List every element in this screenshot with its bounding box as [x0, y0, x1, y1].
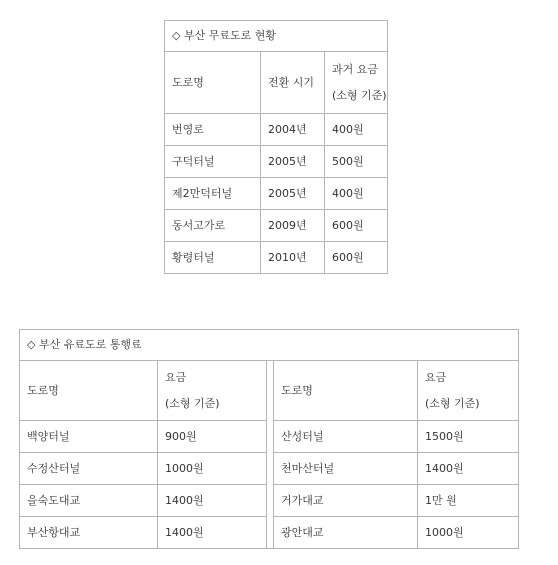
toll-roads-table [19, 329, 519, 549]
table-row [165, 242, 388, 274]
header-past-fee-line1: 과거 요금 [332, 62, 379, 76]
toll-fee-cell: 1만 원 [418, 485, 519, 517]
toll-fee-cell: 900원 [158, 421, 267, 453]
past-fee-cell: 400원 [325, 178, 388, 210]
header-fee-left-line2: (소형 기준) [165, 396, 220, 410]
conversion-year-cell: 2009년 [261, 210, 325, 242]
conversion-year-cell: 2010년 [261, 242, 325, 274]
conversion-year-cell: 2005년 [261, 146, 325, 178]
header-conversion-period: 전환 시기 [261, 52, 325, 114]
past-fee-cell: 400원 [325, 114, 388, 146]
table-row [165, 178, 388, 210]
past-fee-cell: 500원 [325, 146, 388, 178]
road-name-cell: 광안대교 [274, 517, 418, 549]
road-name-cell: 을숙도대교 [20, 485, 158, 517]
header-past-fee-line2: (소형 기준) [332, 88, 387, 102]
conversion-year-cell: 2005년 [261, 178, 325, 210]
table-row [165, 210, 388, 242]
header-fee-left-line1: 요금 [165, 370, 187, 384]
header-past-fee [325, 52, 388, 114]
past-fee-cell: 600원 [325, 242, 388, 274]
road-name-cell: 황령터널 [165, 242, 261, 274]
road-name-cell: 백양터널 [20, 421, 158, 453]
toll-roads-header-row [20, 361, 519, 421]
free-roads-table [164, 20, 388, 274]
road-name-cell: 동서고가로 [165, 210, 261, 242]
road-name-cell: 제2만덕터널 [165, 178, 261, 210]
past-fee-cell: 600원 [325, 210, 388, 242]
toll-roads-title: ◇ 부산 유료도로 통행료 [20, 330, 519, 361]
toll-fee-cell: 1000원 [418, 517, 519, 549]
free-roads-header-row [165, 52, 388, 114]
road-name-cell: 거가대교 [274, 485, 418, 517]
conversion-year-cell: 2004년 [261, 114, 325, 146]
road-name-cell: 산성터널 [274, 421, 418, 453]
header-fee-right-line2: (소형 기준) [425, 396, 480, 410]
table-row [165, 114, 388, 146]
header-road-name-right: 도로명 [274, 361, 418, 421]
road-name-cell: 구덕터널 [165, 146, 261, 178]
header-fee-left [158, 361, 267, 421]
road-name-cell: 천마산터널 [274, 453, 418, 485]
road-name-cell: 번영로 [165, 114, 261, 146]
free-roads-title: ◇ 부산 무료도로 현황 [165, 21, 388, 52]
toll-fee-cell: 1400원 [418, 453, 519, 485]
toll-fee-cell: 1500원 [418, 421, 519, 453]
road-name-cell: 수정산터널 [20, 453, 158, 485]
header-fee-right [418, 361, 519, 421]
header-road-name-left: 도로명 [20, 361, 158, 421]
table-row [165, 146, 388, 178]
toll-fee-cell: 1000원 [158, 453, 267, 485]
header-fee-right-line1: 요금 [425, 370, 447, 384]
toll-fee-cell: 1400원 [158, 517, 267, 549]
road-name-cell: 부산항대교 [20, 517, 158, 549]
header-road-name: 도로명 [165, 52, 261, 114]
column-divider [267, 361, 274, 549]
toll-fee-cell: 1400원 [158, 485, 267, 517]
